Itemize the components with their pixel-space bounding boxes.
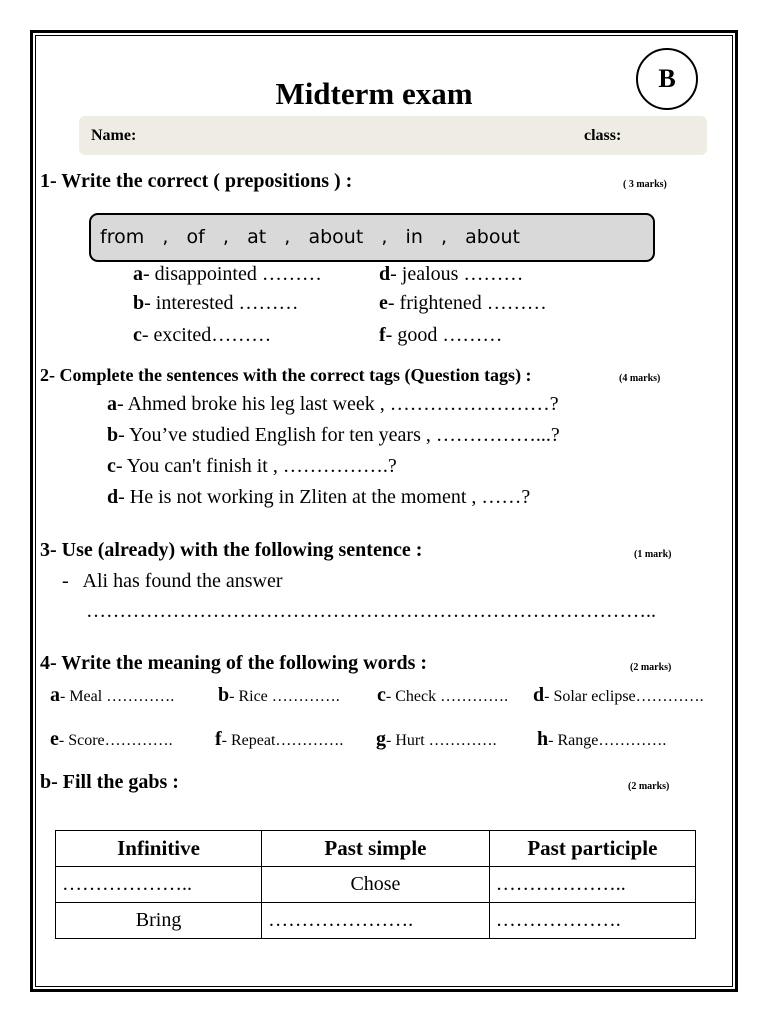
version-badge: B: [636, 48, 698, 110]
q4-word-d: d- Solar eclipse………….: [533, 684, 704, 706]
q1-heading: 1- Write the correct ( prepositions ) :: [40, 170, 353, 192]
q4-word-a: a- Meal ………….: [50, 684, 175, 706]
exam-title: Midterm exam: [275, 76, 473, 111]
header-past-participle: Past participle: [489, 831, 695, 867]
table-cell: ………………….: [262, 903, 490, 939]
q4-marks: (2 marks): [630, 662, 672, 673]
q4-word-f: f- Repeat………….: [215, 728, 344, 750]
table-cell: ……………….: [489, 903, 695, 939]
header-infinitive: Infinitive: [56, 831, 262, 867]
table-cell: Bring: [56, 903, 262, 939]
q1-item-b: b- interested ………: [133, 292, 299, 314]
name-label: Name:: [91, 127, 137, 144]
q3-marks: (1 mark): [634, 549, 672, 560]
table-cell: ………………..: [56, 867, 262, 903]
q1-marks: ( 3 marks): [623, 179, 667, 190]
q1-item-a: a- disappointed ………: [133, 263, 322, 285]
q4-word-c: c- Check ………….: [377, 684, 509, 706]
q2-item-d: d- He is not working in Zliten at the moment , ……?: [107, 486, 531, 508]
table-row: [56, 903, 696, 939]
q2-item-a: a- Ahmed broke his leg last week , ……………………?: [107, 393, 559, 415]
q3-heading: 3- Use (already) with the following sentence :: [40, 539, 423, 561]
q4-word-b: b- Rice ………….: [218, 684, 340, 706]
q3-answer-line: …………………………………………………………………………..: [86, 600, 656, 622]
q2-heading: 2- Complete the sentences with the correct tags (Question tags) :: [40, 365, 532, 385]
qb-heading: b- Fill the gabs :: [40, 771, 179, 793]
q2-item-c: c- You can't finish it , …………….?: [107, 455, 397, 477]
header-past-simple: Past simple: [262, 831, 490, 867]
table-cell: Chose: [262, 867, 490, 903]
verb-forms-table: [55, 830, 696, 939]
table-header-row: [56, 831, 696, 867]
q4-word-h: h- Range………….: [537, 728, 667, 750]
q1-item-c: c- excited………: [133, 324, 272, 346]
qb-marks: (2 marks): [628, 781, 670, 792]
table-row: [56, 867, 696, 903]
q2-item-b: b- You’ve studied English for ten years , ……………...?: [107, 424, 560, 446]
table-cell: ………………..: [489, 867, 695, 903]
class-label: class:: [584, 127, 622, 144]
q4-word-g: g- Hurt ………….: [376, 728, 497, 750]
q1-item-e: e- frightened ………: [379, 292, 547, 314]
word-bank: from , of , at , about , in , about: [100, 226, 520, 248]
q1-item-d: d- jealous ………: [379, 263, 524, 285]
q4-word-e: e- Score………….: [50, 728, 173, 750]
q4-heading: 4- Write the meaning of the following words :: [40, 652, 428, 674]
q2-marks: (4 marks): [619, 373, 661, 384]
q1-item-f: f- good ………: [379, 324, 503, 346]
q3-sentence: - Ali has found the answer: [62, 570, 283, 592]
